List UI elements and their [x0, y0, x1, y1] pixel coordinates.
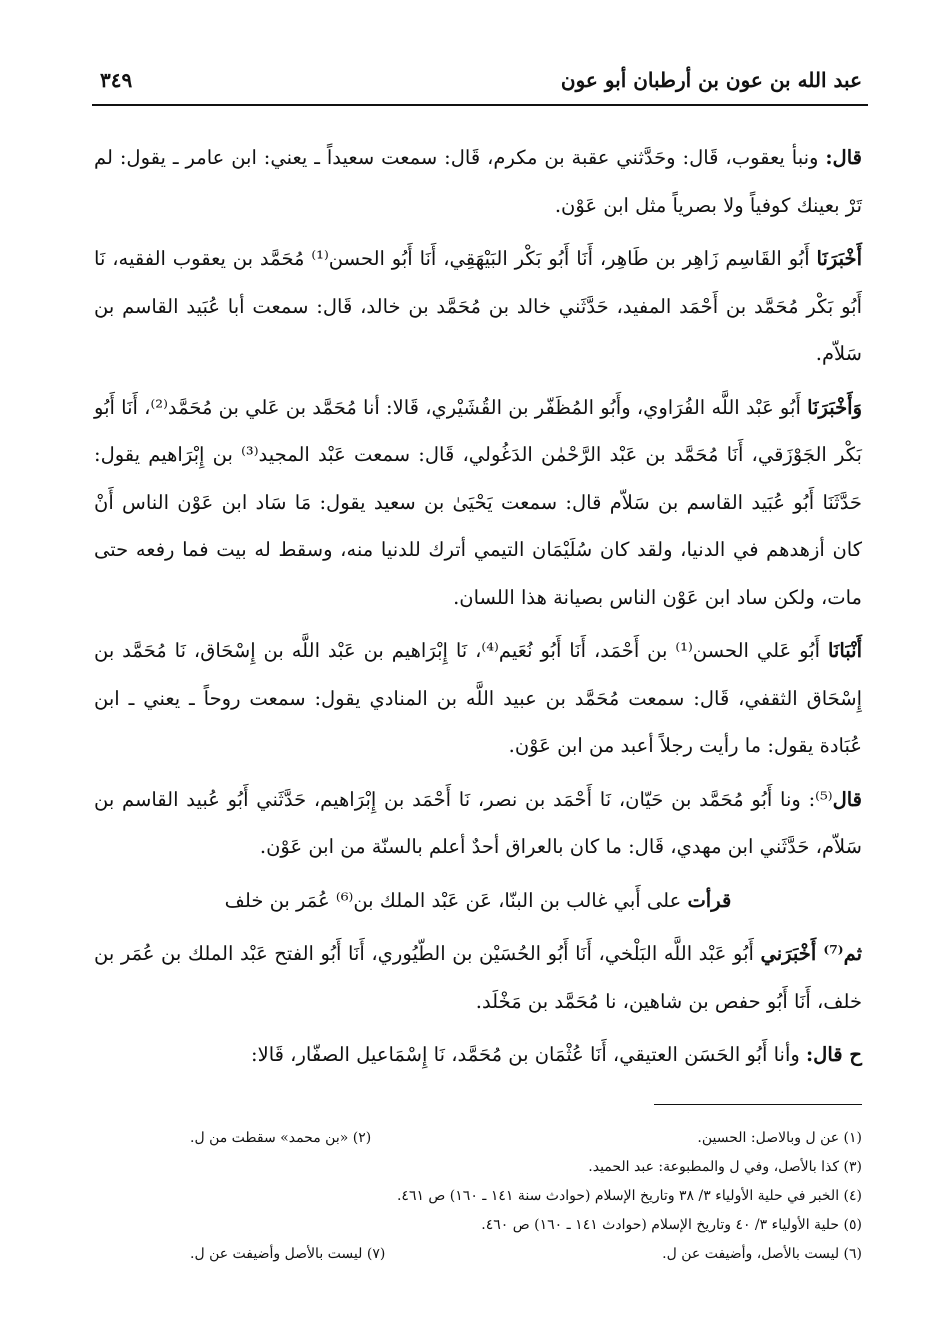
footnote	[190, 1153, 220, 1182]
footnote-row	[190, 1211, 862, 1240]
footnote-row	[190, 1240, 862, 1269]
header-rule	[92, 104, 868, 106]
paragraph-text: ⁽⁵⁾: ونا أَبُو مُحَمَّد بن حَيّان، نَا أَحْمَد بن نصر، نَا أَحْمَد بن إِبْرَاهيم، حَدَّثَني أَبُو عُبيد القاسم بن سَلاّم، حَدَّثَني ابن مهدي، قَال: ما كان بالعراق أحدٌ أعلم بالسنّة من ابن عَوْن.	[94, 787, 862, 858]
footnote-rule	[654, 1104, 862, 1105]
footnote: (٤) الخبر في حلية الأولياء ٣/ ٣٨ وتاريخ الإسلام (حوادث سنة ١٤١ ـ ١٦٠) ص ٤٦١.	[396, 1188, 862, 1204]
paragraph-text: على أَبي غالب بن البنّا، عَن عَبْد الملك بن⁽⁶⁾ عُمَر بن خلف	[224, 888, 688, 912]
paragraph-lead: قال:	[825, 146, 862, 169]
footnote	[190, 1211, 220, 1240]
footnote: (١) عن ل وبالاصل: الحسين.	[697, 1130, 862, 1146]
footnote: (٧) ليست بالأصل وأضيفت عن ل.	[190, 1246, 386, 1262]
footnote-row	[190, 1153, 862, 1182]
paragraph	[94, 776, 862, 871]
footnote: (٢) «بن محمد» سقطت من ل.	[190, 1130, 372, 1146]
paragraph-text: وأنا أَبُو الحَسَن العتيقي، أَنَا عُثْمَان بن مُحَمَّد، نَا إِسْمَاعيل الصفّار، قَالا:	[251, 1043, 806, 1066]
paragraph-lead: قرأت	[687, 888, 732, 912]
paragraph-lead: ح قال:	[805, 1043, 862, 1066]
paragraph	[94, 1031, 862, 1079]
paragraph-lead: أَنْبَانَا	[827, 639, 862, 662]
footnotes	[190, 1124, 862, 1269]
footnote: (٣) كذا بالأصل، وفي ل والمطبوعة: عبد الحميد.	[588, 1159, 862, 1175]
paragraph-lead: ثم⁽⁷⁾ أَخْبَرَني	[760, 942, 862, 965]
paragraph-text: أَبُو عَلي الحسن⁽¹⁾ بن أَحْمَد، أَنَا أَبُو نُعَيم⁽⁴⁾، نَا إِبْرَاهيم بن عَبْد اللَّه بن إِسْحَاق، نَا مُحَمَّد بن إِسْحَاق الثقفي، قَال: سمعت مُحَمَّد بن عبيد اللَّه بن المنادي يقول: سمعت روحاً ـ يعني ـ ابن عُبَادة يقول: ما رأيت رجلاً أعبد من ابن عَوْن.	[94, 639, 862, 757]
footnote: (٦) ليست بالأصل، وأضيفت عن ل.	[662, 1246, 862, 1262]
paragraph-text: أَبُو عَبْد اللَّه البَلْخي، أَنَا أَبُو الحُسَيْن بن الطّيُوري، أَنَا أَبُو الفتح عَبْد الملك بن عُمَر بن خلف، أَنَا أَبُو حفص بن شاهين، نا مُحَمَّد بن مَخْلَد.	[94, 942, 862, 1013]
paragraph	[94, 930, 862, 1025]
paragraph	[94, 384, 862, 622]
paragraph-lead: قال	[832, 787, 862, 811]
page-header	[100, 68, 862, 92]
paragraph	[94, 627, 862, 770]
paragraph-lead: وَأَخْبَرَنَا	[807, 395, 862, 419]
paragraph	[94, 134, 862, 229]
running-title: عبد الله بن عون بن أرطبان أبو عون	[560, 68, 862, 92]
paragraph	[94, 877, 862, 925]
footnote-row	[190, 1124, 862, 1153]
main-text	[94, 134, 862, 1085]
paragraph-text: أَبُو عَبْد اللَّه الفُرَاوي، وأَبُو المُظَفّر بن القُشَيْري، قَالا: أنا مُحَمَّد بن عَلي بن مُحَمَّد⁽²⁾، أَنَا أَبُو بَكْر الجَوْزَقي، أَنَا مُحَمَّد بن عَبْد الرَّحْمٰن الدَغُولي، قَال: سمعت عَبْد المجيد⁽³⁾ بن إِبْرَاهيم يقول: حَدَّثَنَا أَبُو عُبَيد القاسم بن سَلاّم قال: سمعت يَحْيَىٰ بن سعيد يقول: مَا سَاد ابن عَوْن الناس أَنْ كان أزهدهم في الدنيا، ولقد كان سُلَيْمَان التيمي أترك للدنيا منه، وسقط له بيت فما رفعه حتى مات، ولكن ساد ابن عَوْن الناس بصيانة هذا اللسان.	[94, 395, 862, 609]
paragraph-text: أَبُو القَاسِم زَاهِر بن طَاهِر، أَنَا أَبُو بَكْر البَيْهَقِي، أَنَا أَبُو الحسن⁽¹⁾ مُحَمَّد بن يعقوب الفقيه، نَا أَبُو بَكْر مُحَمَّد بن أَحْمَد المفيد، حَدَّثَني خالد بن مُحَمَّد بن خالد، قَال: سمعت أبا عُبَيد القاسم بن سَلاّم.	[94, 247, 862, 365]
footnote	[190, 1182, 220, 1211]
page-number: ٣٤٩	[100, 68, 133, 92]
footnote-row	[190, 1182, 862, 1211]
paragraph	[94, 235, 862, 378]
paragraph-text: ونبأ يعقوب، قَال: وحَدَّثني عقبة بن مكرم، قَال: سمعت سعيداً ـ يعني: ابن عامر ـ يقول: لم تَرْ بعينك كوفياً ولا بصرياً مثل ابن عَوْن.	[94, 146, 862, 217]
paragraph-lead: أَخْبَرَنَا	[816, 247, 862, 270]
footnote: (٥) حلية الأولياء ٣/ ٤٠ وتاريخ الإسلام (حوادث ١٤١ ـ ١٦٠) ص ٤٦٠.	[481, 1217, 862, 1233]
